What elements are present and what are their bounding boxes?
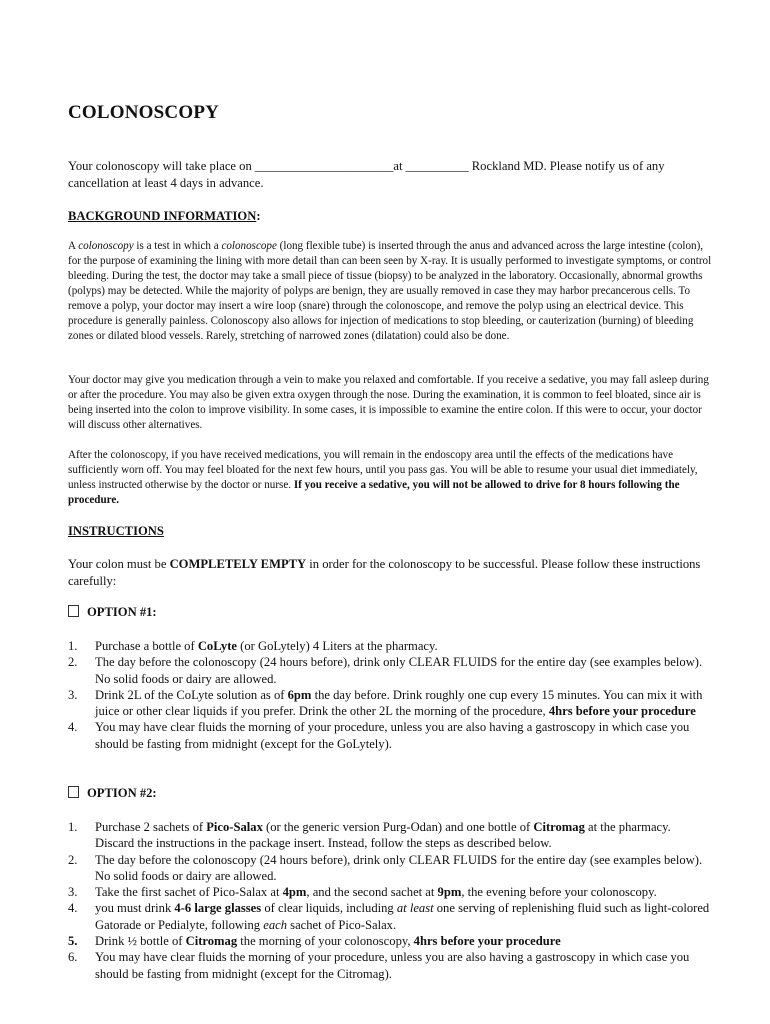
- item-text: (or the generic version Purg-Odan) and one bottle of: [262, 820, 534, 834]
- list-number: 1.: [68, 820, 78, 834]
- intro-paragraph: [68, 158, 713, 191]
- bg-p1-colonoscope: colonoscope: [221, 240, 277, 252]
- bg-p2-text: Your doctor may give you medication through a vein to make you relaxed and comfortable. If you receive a sedative, you may fall asleep during or after the procedure. You may also be given extra oxygen through the nose. During the examination, it is common to feel bloated, since air is being inserted into the colon to improve visibility. In some cases, it is impossible to examine the entire colon. If this were to occur, your doctor will discuss other alternatives.: [68, 374, 709, 431]
- bg-p1-a: A: [68, 240, 79, 252]
- list-item: [68, 852, 713, 885]
- list-number: 5.: [68, 934, 78, 949]
- bg-p3-driving-warning: If you receive a sedative, you will not be allowed to drive for 8 hours following the procedure.: [68, 479, 680, 506]
- item-text: sachet of Pico-Salax.: [287, 917, 397, 932]
- list-item: [68, 933, 713, 949]
- item-bold: Citromag: [185, 934, 238, 949]
- bg-p1-colonoscopy: colonoscopy: [78, 240, 134, 252]
- background-heading-colon: :: [256, 209, 261, 223]
- list-number: 2.: [68, 655, 78, 670]
- instr-completely-empty: COMPLETELY EMPTY: [169, 557, 307, 571]
- list-item: [68, 819, 713, 852]
- option1-list: [68, 638, 713, 752]
- item-text: one serving of replenishing fluid such as light-colored Gatorade or Pedialyte, following: [95, 901, 710, 932]
- item-bold: CoLyte: [197, 639, 238, 653]
- item-text: at the pharmacy. Discard the instructions in the package insert. Instead, follow the steps as described below.: [95, 820, 671, 851]
- item-italic: each: [263, 917, 288, 932]
- option2-label-text: OPTION #2:: [87, 786, 157, 800]
- list-item: [68, 638, 713, 654]
- item-text: Purchase 2 sachets of: [95, 820, 207, 834]
- item-text: Purchase a bottle of: [95, 639, 198, 653]
- item-bold: 4-6 large glasses: [174, 901, 262, 916]
- checkbox-icon: [68, 605, 79, 617]
- list-number: 4.: [68, 720, 78, 735]
- item-text: Drink ½ bottle of: [95, 934, 186, 949]
- list-number: 3.: [68, 687, 78, 702]
- item-text: the morning of your colonoscopy,: [237, 934, 414, 949]
- item-bold: 9pm: [437, 885, 462, 900]
- instructions-heading-text: INSTRUCTIONS: [68, 524, 164, 538]
- list-item: [68, 949, 713, 982]
- instr-text-a: Your colon must be: [68, 557, 170, 571]
- list-item: [68, 719, 713, 752]
- option1-label-text: OPTION #1:: [87, 605, 157, 619]
- checkbox-icon: [68, 786, 79, 798]
- list-item: [68, 884, 713, 900]
- item-bold: 4hrs before your procedure: [413, 934, 561, 949]
- list-number: 1.: [68, 639, 78, 653]
- item-text: the day before. Drink roughly one cup every 15 minutes. You can mix it with juice or other clear liquids if you prefer. Drink the other 2L the morning of the procedure,: [95, 687, 703, 719]
- item-italic: at least: [396, 901, 434, 916]
- list-number: 2.: [68, 852, 78, 867]
- instructions-heading: [68, 523, 713, 540]
- item-text: You may have clear fluids the morning of your procedure, unless you are also having a gastroscopy in which case you should be fasting from midnight (except for the GoLytely).: [95, 720, 690, 751]
- list-item: [68, 654, 713, 687]
- intro-text: Your colonoscopy will take place on ______________________at __________ Rockland MD. Please notify us of any cancellation at least 4 days in advance.: [68, 159, 665, 190]
- item-text: You may have clear fluids the morning of your procedure, unless you are also having a gastroscopy in which case you should be fasting from midnight (except for the Citromag).: [95, 950, 690, 981]
- background-heading: [68, 208, 713, 225]
- list-item: [68, 900, 713, 933]
- item-bold: 6pm: [287, 687, 312, 702]
- item-bold: Citromag: [533, 820, 585, 834]
- option2-list: [68, 819, 713, 982]
- option1-label: [68, 605, 157, 620]
- instr-text-c: in order for the colonoscopy to be successful. Please follow these instructions carefully:: [68, 557, 701, 588]
- list-number: 3.: [68, 885, 78, 900]
- bg-p1-e: (long flexible tube) is inserted through the anus and advanced across the large intestine (colon), for the purpose of examining the lining with more detail than can been seen by X-ray. It is usually performed to investigate symptoms, or control bleeding. During the test, the doctor may take a small piece of tissue (biopsy) to be analyzed in the laboratory. Occasionally, abnormal growths (polyps) may be detected. While the majority of polyps are benign, they are usually removed in case they may harbor precancerous cells. To remove a polyp, your doctor may insert a wire loop (snare) through the colonoscope, and remove the polyp using an electrical device. This procedure is generally painless. Colonoscopy also allows for injection of medications to stop bleeding, or cauterization (burning) of bleeding zones or dilated blood vessels. Rarely, stretching of narrowed zones (dilatation) could also be done.: [68, 240, 712, 342]
- background-heading-text: BACKGROUND INFORMATION: [68, 209, 257, 223]
- item-text: , and the second sachet at: [306, 885, 438, 900]
- item-text: of clear liquids, including: [261, 901, 397, 916]
- background-paragraph-3: [68, 448, 713, 508]
- item-text: you must drink: [95, 901, 175, 916]
- item-bold: Pico-Salax: [206, 820, 263, 834]
- option2-label: [68, 786, 157, 801]
- list-number: 6.: [68, 950, 78, 965]
- list-item: [68, 687, 713, 720]
- item-bold: 4pm: [282, 885, 307, 900]
- item-text: The day before the colonoscopy (24 hours before), drink only CLEAR FLUIDS for the entire day (see examples below). No solid foods or dairy are allowed.: [95, 655, 703, 686]
- bg-p3-text: After the colonoscopy, if you have received medications, you will remain in the endoscopy area until the effects of the medications have sufficiently worn off. You may feel bloated for the next few hours, until you pass gas. You will be able to resume your usual diet immediately, unless instructed otherwise by the doctor or nurse.: [68, 449, 698, 491]
- bg-p1-c: is a test in which a: [133, 240, 222, 252]
- item-text: The day before the colonoscopy (24 hours before), drink only CLEAR FLUIDS for the entire day (see examples below). No solid foods or dairy are allowed.: [95, 852, 703, 883]
- item-text: (or GoLytely) 4 Liters at the pharmacy.: [237, 639, 438, 653]
- list-number: 4.: [68, 901, 78, 916]
- background-paragraph-2: [68, 373, 713, 433]
- background-paragraph-1: [68, 239, 713, 344]
- item-bold: 4hrs before your procedure: [548, 704, 696, 719]
- item-text: , the evening before your colonoscopy.: [461, 885, 657, 900]
- item-text: Drink 2L of the CoLyte solution as of: [95, 687, 288, 702]
- item-text: Take the first sachet of Pico-Salax at: [95, 885, 283, 900]
- instructions-paragraph: [68, 556, 713, 589]
- page-title: COLONOSCOPY: [68, 102, 220, 123]
